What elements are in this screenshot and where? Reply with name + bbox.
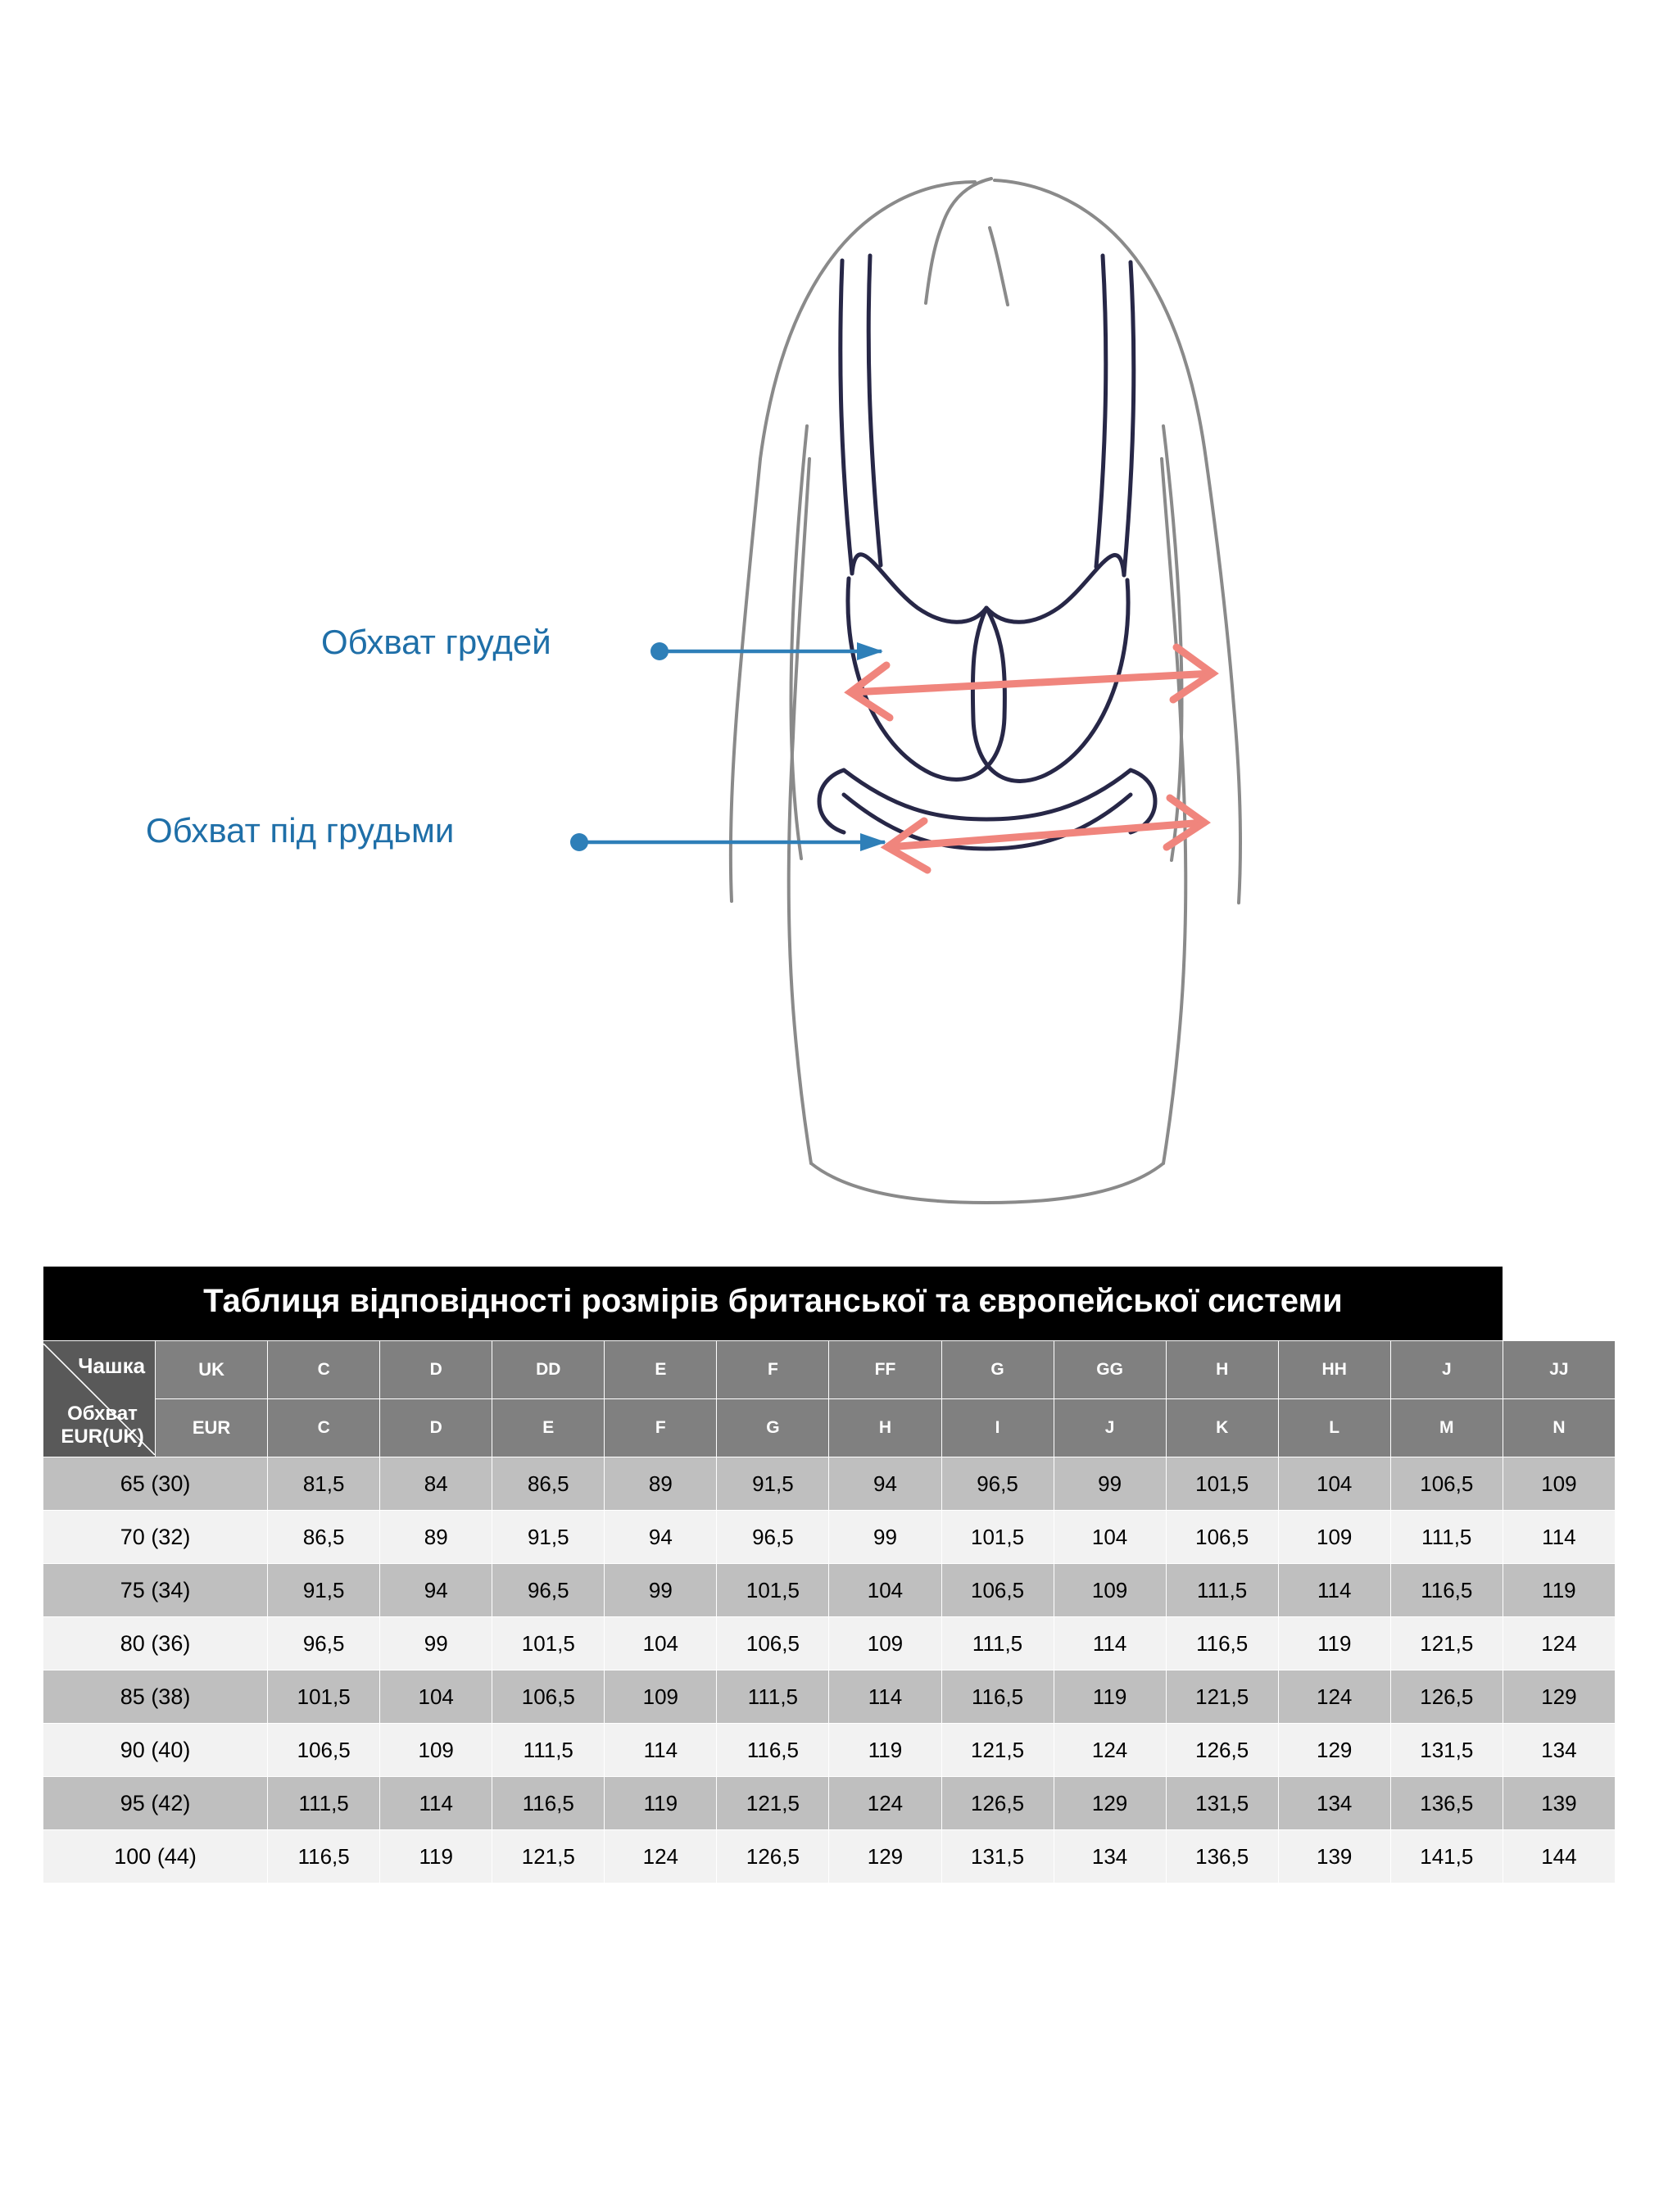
table-cell: 91,5: [717, 1457, 829, 1511]
table-cell: 96,5: [268, 1617, 380, 1670]
table-cell: 124: [605, 1830, 717, 1883]
table-cell: 86,5: [492, 1457, 605, 1511]
table-cell: 129: [1503, 1670, 1615, 1724]
table-cell: 129: [1278, 1724, 1390, 1777]
bust-measure-label: Обхват грудей: [321, 623, 551, 661]
table-cell: 106,5: [268, 1724, 380, 1777]
table-cell: 89: [605, 1457, 717, 1511]
table-cell: 116,5: [1166, 1617, 1278, 1670]
table-cell: 136,5: [1390, 1777, 1503, 1830]
corner-girth-label: Обхват EUR(UK): [61, 1402, 144, 1448]
table-row-label: 70 (32): [43, 1511, 268, 1564]
table-cell: 104: [1278, 1457, 1390, 1511]
table-cell: 141,5: [1390, 1830, 1503, 1883]
table-cell: 101,5: [717, 1564, 829, 1617]
table-cell: 111,5: [492, 1724, 605, 1777]
table-cell: 114: [605, 1724, 717, 1777]
table-cell: 119: [605, 1777, 717, 1830]
table-cup-header: F: [717, 1341, 829, 1399]
table-cell: 139: [1278, 1830, 1390, 1883]
table-cell: 131,5: [1166, 1777, 1278, 1830]
table-row: [43, 1511, 1616, 1564]
table-cup-header: C: [268, 1399, 380, 1457]
table-corner-header: [43, 1341, 156, 1457]
table-row-label: 75 (34): [43, 1564, 268, 1617]
table-cup-header: D: [380, 1341, 492, 1399]
table-cell: 126,5: [941, 1777, 1054, 1830]
table-cell: 134: [1278, 1777, 1390, 1830]
table-cup-header: J: [1390, 1341, 1503, 1399]
table-cup-header: G: [717, 1399, 829, 1457]
table-system-row: [43, 1341, 1616, 1399]
table-cell: 101,5: [492, 1617, 605, 1670]
table-cell: 91,5: [492, 1511, 605, 1564]
table-cell: 136,5: [1166, 1830, 1278, 1883]
table-cup-header: GG: [1054, 1341, 1166, 1399]
table-system-label: EUR: [156, 1399, 268, 1457]
table-row-label: 90 (40): [43, 1724, 268, 1777]
table-cell: 94: [829, 1457, 941, 1511]
table-cell: 99: [1054, 1457, 1166, 1511]
table-cell: 89: [380, 1511, 492, 1564]
table-cell: 116,5: [717, 1724, 829, 1777]
table-cell: 126,5: [1390, 1670, 1503, 1724]
table-cell: 101,5: [941, 1511, 1054, 1564]
table-cell: 104: [829, 1564, 941, 1617]
table-title-row: [43, 1267, 1616, 1341]
underbust-callout-leader: [570, 833, 886, 851]
table-cell: 114: [1278, 1564, 1390, 1617]
table-row: [43, 1564, 1616, 1617]
table-cup-header: I: [941, 1399, 1054, 1457]
table-cup-header: N: [1503, 1399, 1615, 1457]
table-cup-header: H: [1166, 1341, 1278, 1399]
table-cell: 101,5: [1166, 1457, 1278, 1511]
table-cell: 116,5: [941, 1670, 1054, 1724]
table-cell: 129: [1054, 1777, 1166, 1830]
table-cell: 96,5: [492, 1564, 605, 1617]
table-row: [43, 1670, 1616, 1724]
size-conversion-table: [43, 1266, 1616, 1883]
table-cell: 121,5: [492, 1830, 605, 1883]
table-row: [43, 1724, 1616, 1777]
table-row-label: 95 (42): [43, 1777, 268, 1830]
table-cell: 116,5: [268, 1830, 380, 1883]
table-cell: 109: [605, 1670, 717, 1724]
table-cell: 124: [1503, 1617, 1615, 1670]
table-cell: 129: [829, 1830, 941, 1883]
table-cell: 134: [1503, 1724, 1615, 1777]
table-cup-header: J: [1054, 1399, 1166, 1457]
table-system-label: UK: [156, 1341, 268, 1399]
table-cell: 104: [380, 1670, 492, 1724]
table-cup-header: E: [492, 1399, 605, 1457]
table-cell: 119: [1503, 1564, 1615, 1617]
table-cell: 111,5: [1166, 1564, 1278, 1617]
table-cup-header: HH: [1278, 1341, 1390, 1399]
table-row-label: 65 (30): [43, 1457, 268, 1511]
table-cell: 114: [1054, 1617, 1166, 1670]
table-cell: 99: [380, 1617, 492, 1670]
table-cell: 126,5: [717, 1830, 829, 1883]
table-cell: 94: [380, 1564, 492, 1617]
table-cell: 121,5: [1166, 1670, 1278, 1724]
table-cell: 111,5: [941, 1617, 1054, 1670]
table-cup-header: K: [1166, 1399, 1278, 1457]
table-cell: 119: [1278, 1617, 1390, 1670]
table-title: Таблиця відповідності розмірів британської та європейської системи: [43, 1267, 1503, 1341]
table-cell: 114: [1503, 1511, 1615, 1564]
table-cell: 124: [1054, 1724, 1166, 1777]
table-row-label: 85 (38): [43, 1670, 268, 1724]
table-cup-header: D: [380, 1399, 492, 1457]
table-cell: 109: [829, 1617, 941, 1670]
table-cell: 109: [380, 1724, 492, 1777]
table-cup-header: H: [829, 1399, 941, 1457]
table-cell: 109: [1278, 1511, 1390, 1564]
table-cell: 106,5: [1390, 1457, 1503, 1511]
table-cell: 111,5: [268, 1777, 380, 1830]
table-cell: 124: [829, 1777, 941, 1830]
bust-callout-leader: [650, 642, 883, 660]
table-cell: 111,5: [717, 1670, 829, 1724]
table-row: [43, 1617, 1616, 1670]
table-cup-header: C: [268, 1341, 380, 1399]
size-conversion-table-container: [43, 1266, 1616, 1883]
table-cup-header: JJ: [1503, 1341, 1615, 1399]
table-cell: 86,5: [268, 1511, 380, 1564]
table-cell: 96,5: [941, 1457, 1054, 1511]
bust-measure-arrow-icon: [850, 647, 1213, 718]
table-cell: 131,5: [1390, 1724, 1503, 1777]
table-cell: 119: [1054, 1670, 1166, 1724]
table-cell: 84: [380, 1457, 492, 1511]
table-cell: 96,5: [717, 1511, 829, 1564]
table-cell: 121,5: [1390, 1617, 1503, 1670]
table-cell: 109: [1503, 1457, 1615, 1511]
table-cell: 81,5: [268, 1457, 380, 1511]
table-cup-header: M: [1390, 1399, 1503, 1457]
table-cell: 99: [829, 1511, 941, 1564]
table-cell: 134: [1054, 1830, 1166, 1883]
table-cup-header: F: [605, 1399, 717, 1457]
table-cell: 91,5: [268, 1564, 380, 1617]
table-cell: 106,5: [1166, 1511, 1278, 1564]
table-cup-header: L: [1278, 1399, 1390, 1457]
table-cell: 109: [1054, 1564, 1166, 1617]
bra-outline-icon: [819, 256, 1155, 849]
table-cell: 119: [829, 1724, 941, 1777]
table-cell: 121,5: [717, 1777, 829, 1830]
table-cell: 106,5: [492, 1670, 605, 1724]
table-cell: 114: [829, 1670, 941, 1724]
table-cell: 121,5: [941, 1724, 1054, 1777]
table-cell: 139: [1503, 1777, 1615, 1830]
table-row: [43, 1777, 1616, 1830]
table-cell: 111,5: [1390, 1511, 1503, 1564]
table-row: [43, 1457, 1616, 1511]
table-cell: 99: [605, 1564, 717, 1617]
table-cell: 114: [380, 1777, 492, 1830]
table-cell: 116,5: [1390, 1564, 1503, 1617]
table-cell: 119: [380, 1830, 492, 1883]
table-cup-header: DD: [492, 1341, 605, 1399]
corner-cup-label: Чашка: [78, 1353, 146, 1378]
body-outline-icon: [731, 179, 1240, 1203]
table-cell: 126,5: [1166, 1724, 1278, 1777]
table-cell: 131,5: [941, 1830, 1054, 1883]
table-cell: 106,5: [717, 1617, 829, 1670]
table-cell: 124: [1278, 1670, 1390, 1724]
table-cup-header: G: [941, 1341, 1054, 1399]
table-cell: 94: [605, 1511, 717, 1564]
table-cell: 106,5: [941, 1564, 1054, 1617]
table-row-label: 80 (36): [43, 1617, 268, 1670]
table-cup-header: FF: [829, 1341, 941, 1399]
table-cell: 116,5: [492, 1777, 605, 1830]
underbust-measure-label: Обхват під грудьми: [146, 811, 455, 850]
table-cell: 104: [605, 1617, 717, 1670]
table-cup-header: E: [605, 1341, 717, 1399]
table-row: [43, 1830, 1616, 1883]
table-system-row: [43, 1399, 1616, 1457]
table-cell: 144: [1503, 1830, 1615, 1883]
table-cell: 101,5: [268, 1670, 380, 1724]
table-row-label: 100 (44): [43, 1830, 268, 1883]
table-cell: 104: [1054, 1511, 1166, 1564]
underbust-measure-arrow-icon: [887, 798, 1204, 870]
